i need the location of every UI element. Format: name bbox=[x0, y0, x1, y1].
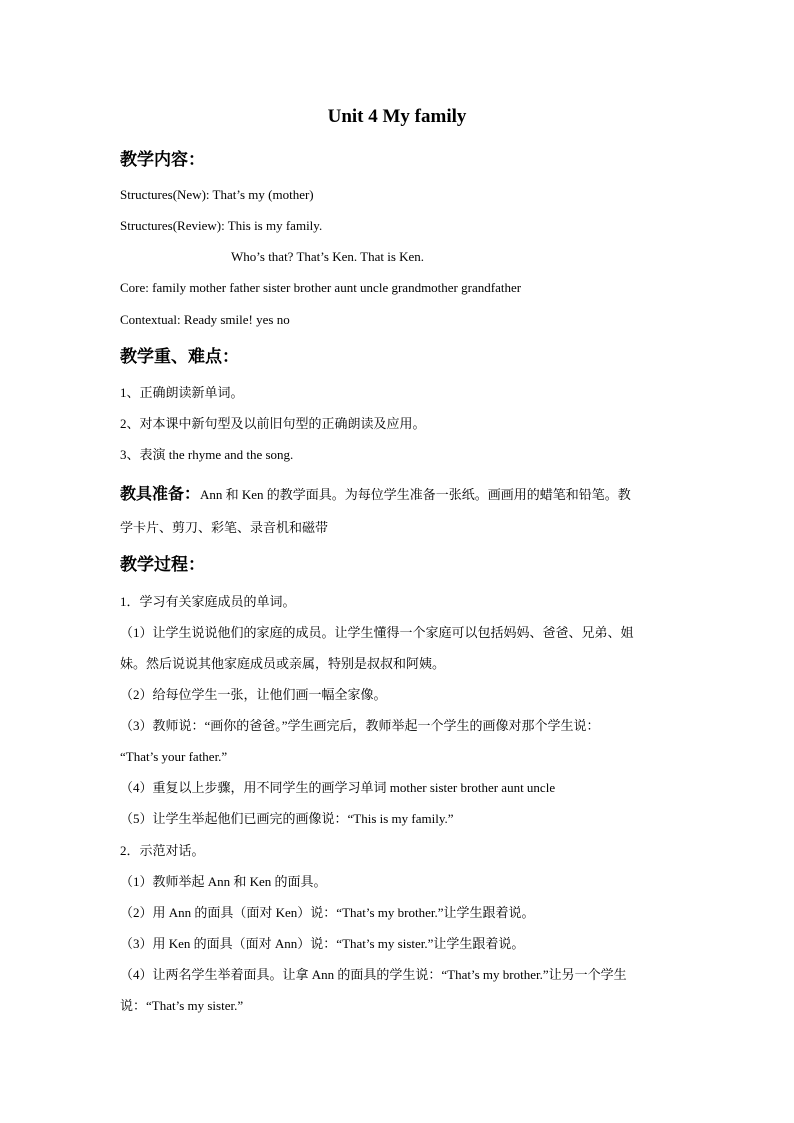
teaching-aids-text: Ann 和 Ken 的教学面具。为每位学生准备一张纸。画画用的蜡笔和铅笔。教 bbox=[200, 487, 631, 502]
process-line-10: （1）教师举起 Ann 和 Ken 的面具。 bbox=[120, 874, 327, 889]
process-line-11: （2）用 Ann 的面具（面对 Ken）说：“That’s my brother.”让学生跟着说。 bbox=[120, 905, 535, 920]
process-line-9: 2．示范对话。 bbox=[120, 843, 205, 858]
core-vocabulary-line: Core: family mother father sister brother aunt uncle grandmother grandfather bbox=[120, 280, 522, 295]
process-line-1: 1．学习有关家庭成员的单词。 bbox=[120, 594, 296, 609]
key-point-2: 2、对本课中新句型及以前旧句型的正确朗读及应用。 bbox=[120, 416, 426, 431]
process-line-2: （1）让学生说说他们的家庭的成员。让学生懂得一个家庭可以包括妈妈、爸爸、兄弟、姐 bbox=[120, 625, 634, 640]
review-examples-line: Who’s that? That’s Ken. That is Ken. bbox=[231, 249, 425, 264]
section-heading-key-points: 教学重、难点： bbox=[120, 347, 239, 367]
section-heading-process: 教学过程： bbox=[120, 555, 205, 575]
teaching-aids-line-1 bbox=[120, 483, 680, 506]
structures-new-line: Structures(New): That’s my (mother) bbox=[120, 187, 314, 202]
process-line-4: （2）给每位学生一张，让他们画一幅全家像。 bbox=[120, 687, 387, 702]
section-heading-teaching-aids: 教具准备： bbox=[120, 484, 201, 503]
structures-review-line: Structures(Review): This is my family. bbox=[120, 218, 323, 233]
document-title: Unit 4 My family bbox=[327, 106, 467, 127]
process-line-5: （3）教师说：“画你的爸爸。”学生画完后，教师举起一个学生的画像对那个学生说： bbox=[120, 718, 600, 733]
process-line-12: （3）用 Ken 的面具（面对 Ann）说：“That’s my sister.”让学生跟着说。 bbox=[120, 936, 525, 951]
key-point-1: 1、正确朗读新单词。 bbox=[120, 385, 244, 400]
contextual-line: Contextual: Ready smile! yes no bbox=[120, 312, 290, 327]
section-heading-content: 教学内容： bbox=[120, 150, 205, 170]
process-line-13: （4）让两名学生举着面具。让拿 Ann 的面具的学生说：“That’s my brother.”让另一个学生 bbox=[120, 967, 627, 982]
key-point-3: 3、表演 the rhyme and the song. bbox=[120, 447, 294, 462]
process-line-7: （4）重复以上步骤，用不同学生的画学习单词 mother sister brother aunt uncle bbox=[120, 780, 556, 795]
process-line-3: 妹。然后说说其他家庭成员或亲属，特别是叔叔和阿姨。 bbox=[120, 656, 446, 671]
process-line-6: “That’s your father.” bbox=[120, 749, 228, 764]
teaching-aids-line-2: 学卡片、剪刀、彩笔、录音机和磁带 bbox=[120, 520, 329, 535]
process-line-8: （5）让学生举起他们已画完的画像说：“This is my family.” bbox=[120, 811, 454, 826]
process-line-14: 说：“That’s my sister.” bbox=[120, 998, 244, 1013]
